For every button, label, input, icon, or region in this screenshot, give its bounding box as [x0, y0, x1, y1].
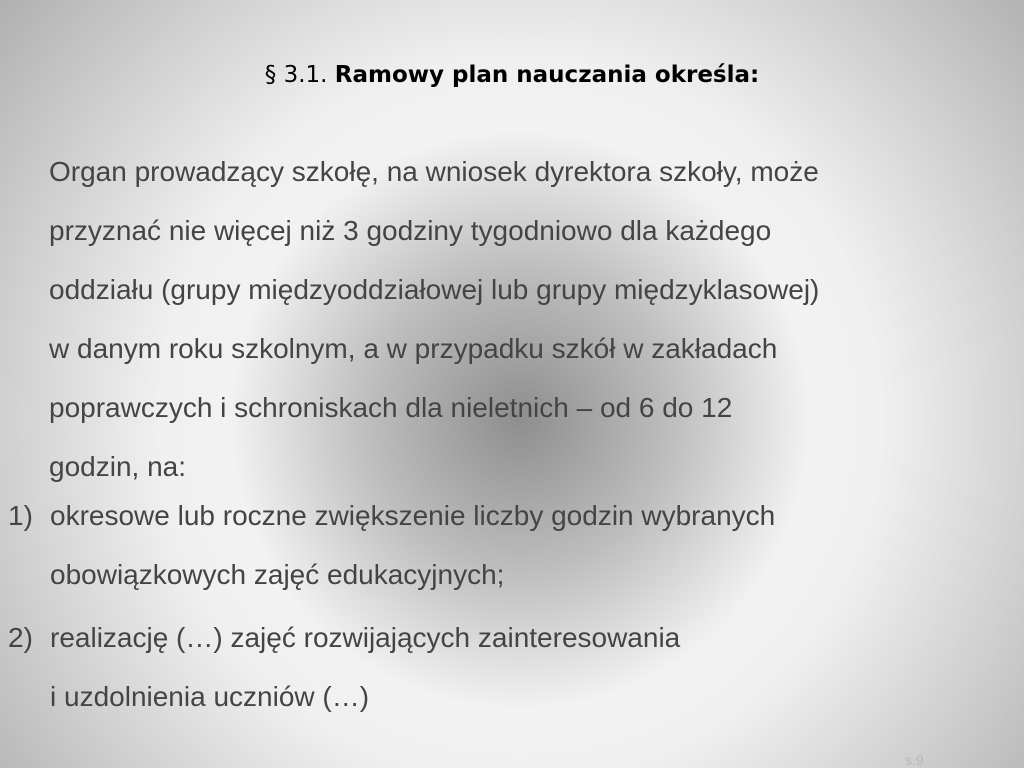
page-number: s.9 [905, 752, 924, 768]
intro-line: w danym roku szkolnym, a w przypadku szkół w zakładach [49, 333, 778, 364]
list-item-number: 1) [8, 500, 33, 531]
list-item-number: 2) [8, 622, 33, 653]
intro-line: Organ prowadzący szkołę, na wniosek dyrektora szkoły, może [49, 156, 819, 187]
intro-line: przyznać nie więcej niż 3 godziny tygodniowo dla każdego [49, 215, 772, 246]
list-item-line: realizację (…) zajęć rozwijających zainteresowania [50, 622, 681, 653]
list-item-line: okresowe lub roczne zwiększenie liczby godzin wybranych [50, 500, 776, 531]
slide-title [0, 62, 1024, 88]
list-item-line: obowiązkowych zajęć edukacyjnych; [50, 559, 505, 590]
intro-line: godzin, na: [49, 451, 186, 482]
list-item-line: i uzdolnienia uczniów (…) [50, 681, 370, 712]
title-text: Ramowy plan nauczania określa: [334, 62, 760, 88]
intro-line: poprawczych i schroniskach dla nieletnich – od 6 do 12 [49, 392, 733, 423]
intro-line: oddziału (grupy międzyoddziałowej lub grupy międzyklasowej) [49, 274, 820, 305]
intro-paragraph [49, 142, 999, 496]
title-section-number: § 3.1. [264, 62, 328, 88]
list-item-1 [8, 486, 998, 604]
list-item-2 [8, 608, 998, 726]
